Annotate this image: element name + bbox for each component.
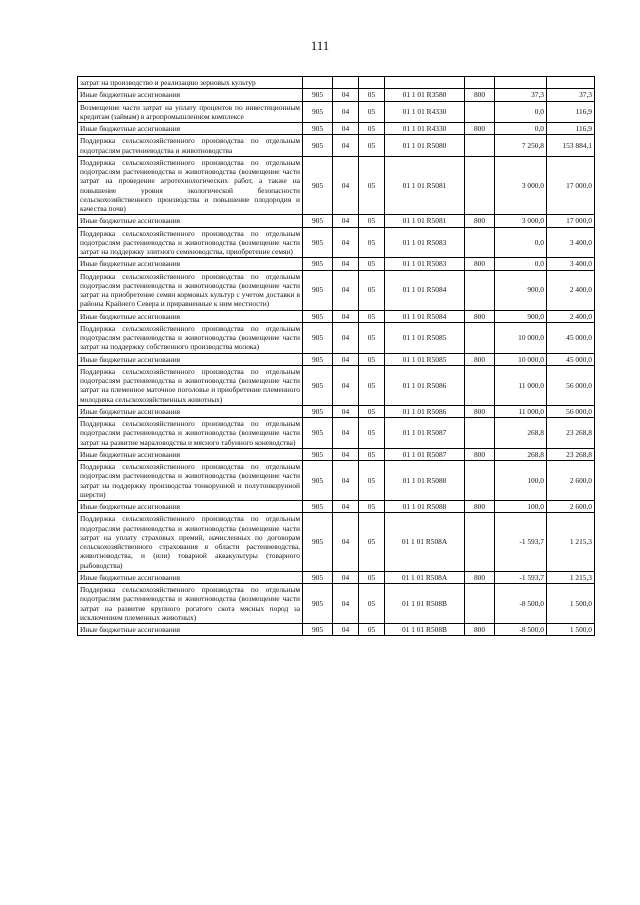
cell-amount-change: 0,0 <box>495 227 547 258</box>
cell-subsection: 05 <box>359 418 385 449</box>
table-row <box>78 227 595 258</box>
cell-amount-change: 11 000,0 <box>495 365 547 405</box>
cell-name: Иные бюджетные ассигнования <box>78 353 303 365</box>
cell-section: 04 <box>333 584 359 624</box>
cell-target-code: 01 1 01 R5084 <box>385 270 465 310</box>
table-row <box>78 101 595 123</box>
cell-target-code: 01 1 01 R5081 <box>385 215 465 227</box>
cell-expense-type: 800 <box>465 448 495 460</box>
cell-target-code: 01 1 01 R5081 <box>385 156 465 215</box>
budget-table <box>77 76 595 636</box>
cell-grbs: 905 <box>303 227 333 258</box>
cell-section: 04 <box>333 461 359 501</box>
cell-target-code: 01 1 01 R4330 <box>385 123 465 135</box>
cell-section: 04 <box>333 571 359 583</box>
cell-grbs: 905 <box>303 215 333 227</box>
cell-section: 04 <box>333 624 359 636</box>
cell-section: 04 <box>333 89 359 101</box>
cell-amount-change: 10 000,0 <box>495 353 547 365</box>
cell-subsection: 05 <box>359 501 385 513</box>
cell-subsection: 05 <box>359 123 385 135</box>
cell-expense-type: 800 <box>465 571 495 583</box>
cell-grbs: 905 <box>303 513 333 572</box>
cell-grbs: 905 <box>303 156 333 215</box>
cell-grbs: 905 <box>303 418 333 449</box>
cell-grbs: 905 <box>303 405 333 417</box>
cell-section: 04 <box>333 227 359 258</box>
cell-amount-total: 1 215,3 <box>547 571 595 583</box>
table-row <box>78 448 595 460</box>
cell-subsection: 05 <box>359 461 385 501</box>
cell-amount-change: 900,0 <box>495 270 547 310</box>
cell-amount-change: -1 593,7 <box>495 571 547 583</box>
cell-amount-total: 1 500,0 <box>547 584 595 624</box>
cell-subsection: 05 <box>359 101 385 123</box>
table-row <box>78 135 595 157</box>
cell-subsection: 05 <box>359 89 385 101</box>
cell-name: Иные бюджетные ассигнования <box>78 624 303 636</box>
cell-amount-change: 11 000,0 <box>495 405 547 417</box>
table-row <box>78 513 595 572</box>
cell-expense-type <box>465 227 495 258</box>
cell-name: Поддержка сельскохозяйственного производства по отдельным подотраслям растениеводства и животноводства (возмещение части затрат на поддержку собственного производства молока) <box>78 322 303 353</box>
cell-amount-total: 2 600,0 <box>547 501 595 513</box>
cell-amount-change: 3 000,0 <box>495 156 547 215</box>
cell-grbs: 905 <box>303 310 333 322</box>
cell-target-code: 01 1 01 R5085 <box>385 353 465 365</box>
cell-section: 04 <box>333 513 359 572</box>
table-row <box>78 215 595 227</box>
cell-expense-type: 800 <box>465 123 495 135</box>
cell-name: Иные бюджетные ассигнования <box>78 215 303 227</box>
table-row <box>78 156 595 215</box>
cell-name: Иные бюджетные ассигнования <box>78 123 303 135</box>
cell-amount-change: 3 000,0 <box>495 215 547 227</box>
cell-target-code: 01 1 01 R5080 <box>385 135 465 157</box>
cell-subsection: 05 <box>359 322 385 353</box>
cell-target-code: 01 1 01 R5088 <box>385 461 465 501</box>
cell-subsection: 05 <box>359 448 385 460</box>
cell-subsection: 05 <box>359 227 385 258</box>
cell-amount-total: 23 268,8 <box>547 448 595 460</box>
cell-subsection <box>359 77 385 89</box>
table-row <box>78 310 595 322</box>
cell-amount-total: 2 400,0 <box>547 270 595 310</box>
cell-section: 04 <box>333 365 359 405</box>
cell-target-code: 01 1 01 R5087 <box>385 448 465 460</box>
cell-grbs: 905 <box>303 322 333 353</box>
cell-amount-change: 100,0 <box>495 501 547 513</box>
cell-amount-total <box>547 77 595 89</box>
cell-amount-total: 3 400,0 <box>547 227 595 258</box>
cell-section: 04 <box>333 418 359 449</box>
table-row <box>78 405 595 417</box>
cell-amount-total: 45 000,0 <box>547 322 595 353</box>
table-row <box>78 571 595 583</box>
table-row <box>78 584 595 624</box>
cell-amount-total: 2 600,0 <box>547 461 595 501</box>
cell-expense-type: 800 <box>465 624 495 636</box>
cell-subsection: 05 <box>359 513 385 572</box>
cell-target-code: 01 1 01 R5087 <box>385 418 465 449</box>
cell-grbs: 905 <box>303 448 333 460</box>
cell-amount-total: 3 400,0 <box>547 258 595 270</box>
cell-target-code: 01 1 01 R5086 <box>385 365 465 405</box>
cell-name: Поддержка сельскохозяйственного производства по отдельным подотраслям растениеводства и животноводства (возмещение части затрат на приобретение семян кормовых культур с учетом доставки в районы Крайнего Севера и приравненные к ним местности) <box>78 270 303 310</box>
cell-name: Поддержка сельскохозяйственного производства по отдельным подотраслям растениеводства и животноводства (возмещение части затрат на развитие крупного рогатого скота мясных пород за исключением племенных животных) <box>78 584 303 624</box>
cell-expense-type <box>465 418 495 449</box>
cell-section: 04 <box>333 270 359 310</box>
table-row <box>78 89 595 101</box>
cell-target-code: 01 1 01 R5085 <box>385 322 465 353</box>
cell-expense-type: 800 <box>465 310 495 322</box>
cell-expense-type <box>465 584 495 624</box>
cell-grbs: 905 <box>303 258 333 270</box>
cell-amount-total: 17 000,0 <box>547 156 595 215</box>
cell-subsection: 05 <box>359 310 385 322</box>
cell-subsection: 05 <box>359 270 385 310</box>
cell-target-code: 01 1 01 R508B <box>385 584 465 624</box>
cell-section: 04 <box>333 322 359 353</box>
cell-amount-total: 45 000,0 <box>547 353 595 365</box>
cell-amount-total: 56 000,0 <box>547 365 595 405</box>
cell-target-code: 01 1 01 R5086 <box>385 405 465 417</box>
table-row <box>78 258 595 270</box>
cell-section: 04 <box>333 448 359 460</box>
cell-amount-change: 7 250,8 <box>495 135 547 157</box>
cell-amount-change: 100,0 <box>495 461 547 501</box>
cell-amount-total: 23 268,8 <box>547 418 595 449</box>
cell-section: 04 <box>333 101 359 123</box>
cell-section: 04 <box>333 156 359 215</box>
cell-amount-change: 0,0 <box>495 123 547 135</box>
cell-name: Возмещение части затрат на уплату процентов по инвестиционным кредитам (займам) в агропромышленном комплексе <box>78 101 303 123</box>
cell-name: Иные бюджетные ассигнования <box>78 258 303 270</box>
cell-name: Иные бюджетные ассигнования <box>78 405 303 417</box>
cell-name: Поддержка сельскохозяйственного производства по отдельным подотраслям растениеводства и животноводства (возмещение части затрат на поддержку элитного семеноводства, приобретение семян) <box>78 227 303 258</box>
cell-name: Иные бюджетные ассигнования <box>78 310 303 322</box>
cell-name: Иные бюджетные ассигнования <box>78 501 303 513</box>
cell-subsection: 05 <box>359 624 385 636</box>
table-row <box>78 501 595 513</box>
cell-amount-total: 17 000,0 <box>547 215 595 227</box>
cell-expense-type <box>465 322 495 353</box>
cell-name: Поддержка сельскохозяйственного производства по отдельным подотраслям растениеводства и животноводства (возмещение части затрат на развитие мараловодства и мясного табунного коневодства) <box>78 418 303 449</box>
cell-amount-change: 0,0 <box>495 258 547 270</box>
cell-grbs <box>303 77 333 89</box>
cell-expense-type: 800 <box>465 353 495 365</box>
cell-amount-total: 1 215,3 <box>547 513 595 572</box>
cell-grbs: 905 <box>303 624 333 636</box>
cell-amount-change: 268,8 <box>495 448 547 460</box>
cell-grbs: 905 <box>303 571 333 583</box>
cell-expense-type: 800 <box>465 405 495 417</box>
table-row <box>78 270 595 310</box>
cell-section: 04 <box>333 215 359 227</box>
table-row <box>78 77 595 89</box>
cell-subsection: 05 <box>359 353 385 365</box>
cell-expense-type: 800 <box>465 89 495 101</box>
cell-amount-total: 116,9 <box>547 101 595 123</box>
cell-expense-type: 800 <box>465 215 495 227</box>
cell-section: 04 <box>333 501 359 513</box>
cell-expense-type <box>465 461 495 501</box>
cell-amount-total: 37,3 <box>547 89 595 101</box>
cell-target-code: 01 1 01 R3580 <box>385 89 465 101</box>
cell-name: Иные бюджетные ассигнования <box>78 89 303 101</box>
table-body <box>78 77 595 636</box>
cell-section: 04 <box>333 258 359 270</box>
cell-name: Поддержка сельскохозяйственного производства по отдельным подотраслям растениеводства и животноводства (возмещение части затрат на уплату страховых премий, начисленных по договорам сельскохозяйственного страхования в области растениеводства, животноводства, и (или) товарной аквакультуры (товарного рыбоводства) <box>78 513 303 572</box>
cell-subsection: 05 <box>359 571 385 583</box>
cell-target-code: 01 1 01 R5083 <box>385 227 465 258</box>
cell-subsection: 05 <box>359 405 385 417</box>
cell-name: затрат на производство и реализацию зерновых культур <box>78 77 303 89</box>
cell-section: 04 <box>333 135 359 157</box>
cell-amount-total: 56 000,0 <box>547 405 595 417</box>
cell-expense-type <box>465 156 495 215</box>
table-row <box>78 624 595 636</box>
cell-expense-type: 800 <box>465 501 495 513</box>
cell-amount-total: 116,9 <box>547 123 595 135</box>
cell-name: Иные бюджетные ассигнования <box>78 448 303 460</box>
cell-grbs: 905 <box>303 101 333 123</box>
cell-amount-change: -1 593,7 <box>495 513 547 572</box>
cell-expense-type <box>465 77 495 89</box>
cell-name: Иные бюджетные ассигнования <box>78 571 303 583</box>
table-row <box>78 353 595 365</box>
table-row <box>78 365 595 405</box>
table-row <box>78 418 595 449</box>
cell-name: Поддержка сельскохозяйственного производства по отдельным подотраслям растениеводства и животноводства (возмещение части затрат на поддержку производства тонкорунной и полутонкорунной шерсти) <box>78 461 303 501</box>
cell-amount-change: -8 500,0 <box>495 624 547 636</box>
cell-grbs: 905 <box>303 365 333 405</box>
cell-section: 04 <box>333 123 359 135</box>
cell-expense-type <box>465 513 495 572</box>
cell-expense-type <box>465 365 495 405</box>
table-row <box>78 123 595 135</box>
cell-target-code: 01 1 01 R5088 <box>385 501 465 513</box>
cell-expense-type <box>465 101 495 123</box>
cell-expense-type <box>465 135 495 157</box>
cell-name: Поддержка сельскохозяйственного производства по отдельным подотраслям растениеводства и животноводства (возмещение части затрат на проведение агротехнологических работ, а также на повышение уровня экологической безопасности сельскохозяйственного производства и повышение плодородия и качества почв) <box>78 156 303 215</box>
cell-grbs: 905 <box>303 461 333 501</box>
cell-target-code: 01 1 01 R5084 <box>385 310 465 322</box>
cell-subsection: 05 <box>359 258 385 270</box>
cell-subsection: 05 <box>359 215 385 227</box>
cell-grbs: 905 <box>303 123 333 135</box>
cell-amount-total: 2 400,0 <box>547 310 595 322</box>
cell-amount-change: -8 500,0 <box>495 584 547 624</box>
cell-expense-type <box>465 270 495 310</box>
cell-expense-type: 800 <box>465 258 495 270</box>
cell-name: Поддержка сельскохозяйственного производства по отдельным подотраслям растениеводства и животноводства (возмещение части затрат на племенное маточное поголовье и приобретение племенного молодняка сельскохозяйственных животных) <box>78 365 303 405</box>
cell-target-code: 01 1 01 R4330 <box>385 101 465 123</box>
cell-grbs: 905 <box>303 584 333 624</box>
cell-amount-total: 153 884,1 <box>547 135 595 157</box>
page-number: 111 <box>310 38 330 53</box>
cell-subsection: 05 <box>359 584 385 624</box>
cell-target-code <box>385 77 465 89</box>
cell-name: Поддержка сельскохозяйственного производства по отдельным подотраслям растениеводства и животноводства <box>78 135 303 157</box>
cell-amount-change <box>495 77 547 89</box>
cell-section: 04 <box>333 353 359 365</box>
cell-target-code: 01 1 01 R508A <box>385 571 465 583</box>
cell-amount-change: 900,0 <box>495 310 547 322</box>
cell-amount-change: 0,0 <box>495 101 547 123</box>
cell-target-code: 01 1 01 R508B <box>385 624 465 636</box>
cell-section: 04 <box>333 310 359 322</box>
cell-target-code: 01 1 01 R508A <box>385 513 465 572</box>
table-row <box>78 461 595 501</box>
cell-section <box>333 77 359 89</box>
cell-subsection: 05 <box>359 156 385 215</box>
table-row <box>78 322 595 353</box>
cell-grbs: 905 <box>303 353 333 365</box>
cell-section: 04 <box>333 405 359 417</box>
cell-subsection: 05 <box>359 365 385 405</box>
cell-amount-change: 10 000,0 <box>495 322 547 353</box>
cell-grbs: 905 <box>303 270 333 310</box>
cell-amount-change: 37,3 <box>495 89 547 101</box>
cell-grbs: 905 <box>303 501 333 513</box>
cell-amount-change: 268,8 <box>495 418 547 449</box>
cell-subsection: 05 <box>359 135 385 157</box>
cell-amount-total: 1 500,0 <box>547 624 595 636</box>
cell-target-code: 01 1 01 R5083 <box>385 258 465 270</box>
cell-grbs: 905 <box>303 135 333 157</box>
cell-grbs: 905 <box>303 89 333 101</box>
